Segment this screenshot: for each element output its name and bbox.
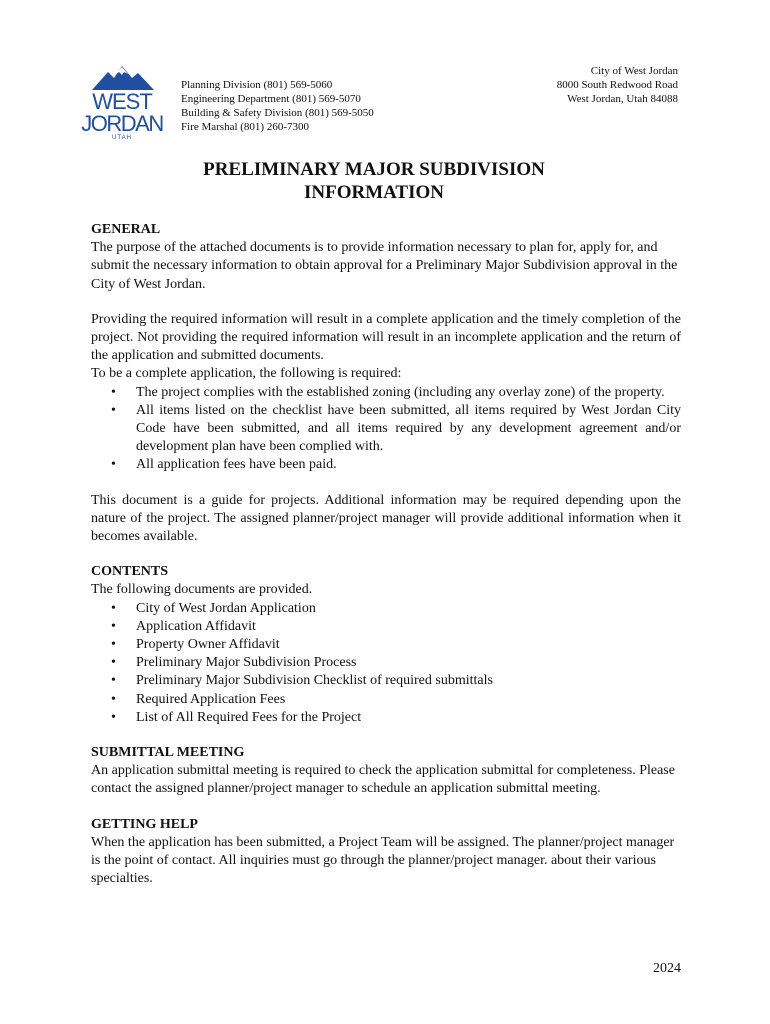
bullet-icon: • (111, 402, 116, 418)
contents-item-text: Property Owner Affidavit (136, 637, 280, 653)
list-item (91, 691, 681, 709)
general-paragraph-1: The purpose of the attached documents is to provide information necessary to plan for, apply for, and submit the necessary information to obtain approval for a Preliminary Major Subdivision approval in the City of West Jordan. (91, 240, 678, 292)
help-text: When the application has been submitted, a Project Team will be assigned. The planner/project manager is the point of contact. All inquiries must go through the planner/project manager. about their various specialties. (91, 834, 675, 887)
list-item (91, 636, 681, 654)
address-line-3: West Jordan, Utah 84088 (567, 93, 678, 105)
document-body (91, 221, 681, 889)
page-number: 2024 (653, 961, 681, 976)
logo-word-west: WEST (92, 89, 152, 114)
department-contacts (181, 78, 374, 134)
bullet-icon: • (111, 457, 116, 473)
general-paragraph-2: Providing the required information will result in a complete application and the timely completion of the project. Not providing the required information will result in an incomplete application and the return of the application and submitted documents. (91, 311, 681, 364)
requirements-list (91, 384, 681, 475)
bullet-icon: • (111, 618, 116, 634)
requirement-text: The project complies with the established zoning (including any overlay zone) of the property. (136, 384, 665, 400)
west-jordan-logo (74, 62, 170, 140)
contents-item-text: List of All Required Fees for the Project (136, 709, 362, 725)
bullet-icon: • (111, 384, 116, 400)
contents-list (91, 600, 681, 727)
bullet-icon: • (111, 691, 116, 707)
list-item (91, 709, 681, 727)
submittal-text: An application submittal meeting is required to check the application submittal for completeness. Please contact the assigned planner/project manager to schedule an application submittal meeting. (91, 763, 675, 797)
title-line-2: INFORMATION (303, 182, 445, 203)
city-address (557, 64, 678, 106)
contents-item-text: Required Application Fees (136, 691, 286, 707)
list-item (91, 402, 681, 457)
document-title (0, 158, 748, 204)
contents-intro: The following documents are provided. (91, 582, 313, 598)
list-item (91, 456, 681, 474)
list-item (91, 618, 681, 636)
address-line-2: 8000 South Redwood Road (556, 79, 678, 91)
requirement-text: All items listed on the checklist have been submitted, all items required by West Jordan City Code have been submitted, and all items required by any development agreement and/or development plan have been complied with. (136, 402, 681, 455)
contact-planning: Planning Division (801) 569-5060 (181, 79, 333, 91)
list-item (91, 384, 681, 402)
contents-item-text: Application Affidavit (136, 618, 256, 634)
requirement-text: All application fees have been paid. (136, 457, 337, 473)
general-paragraph-4: This document is a guide for projects. Additional information may be required depending upon the nature of the project. The assigned planner/project manager will provide additional information when it becomes available. (91, 492, 681, 545)
contact-engineering: Engineering Department (801) 569-5070 (181, 93, 361, 105)
contents-item-text: Preliminary Major Subdivision Checklist of required submittals (136, 673, 493, 689)
general-paragraph-3: To be a complete application, the following is required: (91, 366, 402, 382)
bullet-icon: • (111, 637, 116, 653)
contact-fire-marshal: Fire Marshal (801) 260-7300 (181, 121, 310, 133)
contents-item-text: City of West Jordan Application (136, 600, 316, 616)
mountain-logo-icon (74, 62, 170, 140)
bullet-icon: • (111, 709, 116, 725)
logo-word-utah: UTAH (112, 135, 132, 140)
bullet-icon: • (111, 655, 116, 671)
list-item (91, 672, 681, 690)
bullet-icon: • (111, 673, 116, 689)
address-line-1: City of West Jordan (590, 65, 678, 77)
contact-building: Building & Safety Division (801) 569-5050 (181, 107, 374, 119)
general-heading: GENERAL (91, 222, 161, 237)
list-item (91, 600, 681, 618)
list-item (91, 654, 681, 672)
submittal-heading: SUBMITTAL MEETING (91, 745, 245, 761)
logo-word-jordan: JORDAN (81, 111, 163, 136)
title-line-1: PRELIMINARY MAJOR SUBDIVISION (203, 159, 545, 180)
contents-heading: CONTENTS (91, 564, 169, 580)
help-heading: GETTING HELP (91, 816, 198, 832)
bullet-icon: • (111, 600, 116, 616)
contents-item-text: Preliminary Major Subdivision Process (136, 655, 357, 671)
